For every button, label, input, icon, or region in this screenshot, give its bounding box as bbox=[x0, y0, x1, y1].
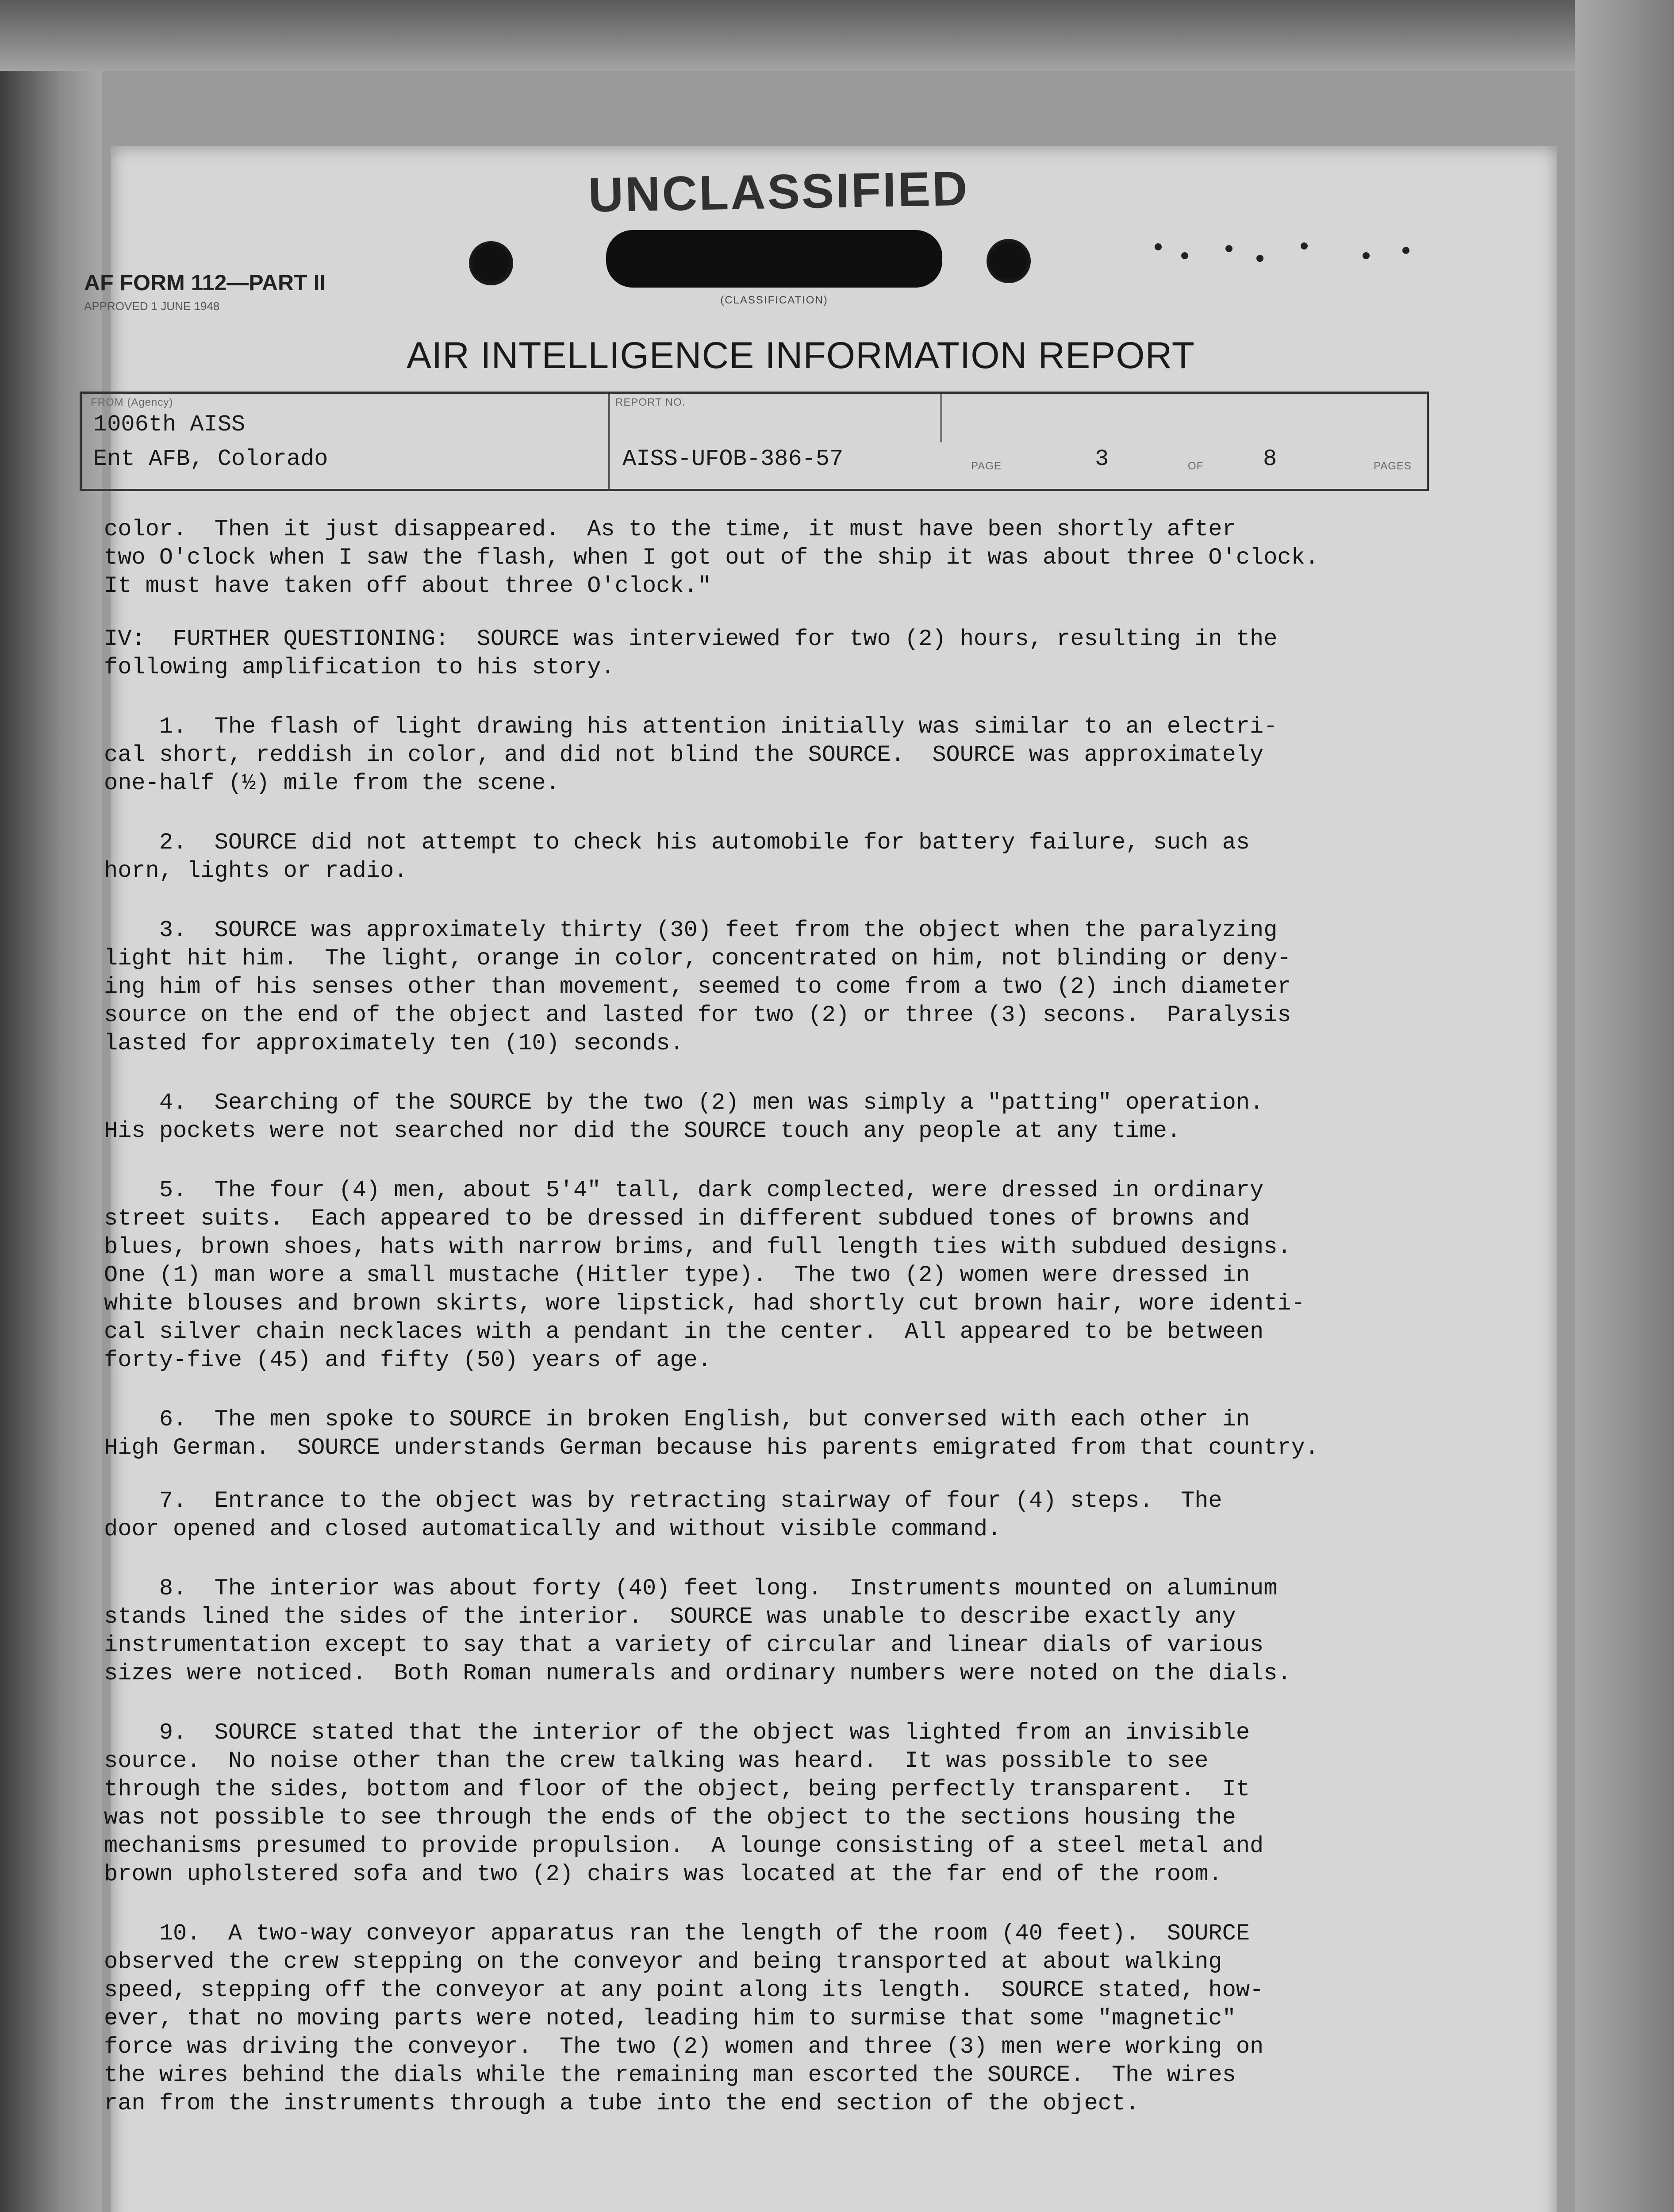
paragraph-6: 6. The men spoke to SOURCE in broken English, but conversed with each other in High German. SOURCE understands German because his parents emigrated from that country. bbox=[104, 1406, 1319, 1461]
paragraph-9: 9. SOURCE stated that the interior of the object was lighted from an invisible source. No noise other than the crew talking was heard. It was possible to see through the sides, bottom and floor of the object, being perfectly transparent. It was not possible to see through the ends of the object to the sections housing the mechanisms presumed to provide propulsion. A lounge consisting of a steel metal and brown upholstered sofa and two (2) chairs was located at the far end of the room. bbox=[104, 1720, 1264, 1887]
report-header-box bbox=[80, 392, 1429, 491]
page-number: 3 bbox=[1095, 446, 1109, 472]
punch-hole-right bbox=[987, 239, 1031, 283]
report-body bbox=[104, 515, 1493, 2118]
page-label: PAGE bbox=[971, 460, 1002, 472]
paragraph-2: 2. SOURCE did not attempt to check his automobile for battery failure, such as horn, lights or radio. bbox=[104, 830, 1250, 884]
of-label: OF bbox=[1188, 460, 1204, 472]
paragraph-4: 4. Searching of the SOURCE by the two (2) men was simply a "patting" operation. His pockets were not searched nor did the SOURCE touch any people at any time. bbox=[104, 1090, 1264, 1144]
scan-specks bbox=[1155, 239, 1438, 265]
from-label: FROM (Agency) bbox=[91, 396, 173, 408]
page-total: 8 bbox=[1263, 446, 1277, 472]
paragraph-continuation: color. Then it just disappeared. As to the time, it must have been shortly after two O'clock when I saw the flash, when I got out of the ship it was about three O'clock. It must have taken off about three O'clock." bbox=[104, 516, 1319, 599]
scan-edge-top bbox=[0, 0, 1674, 71]
header-divider-secondary bbox=[940, 394, 942, 442]
report-no-label: REPORT NO. bbox=[615, 396, 686, 408]
punch-hole-left bbox=[469, 241, 513, 285]
pages-label: PAGES bbox=[1374, 460, 1412, 472]
paragraph-3: 3. SOURCE was approximately thirty (30) feet from the object when the paralyzing light hit him. The light, orange in color, concentrated on him, not blinding or deny- ing him of his senses other than movement, seemed to come from a two (2) inch diameter source on the end of the object and lasted for two (2) or three (3) secons. Paralysis lasted for approximately ten (10) seconds. bbox=[104, 917, 1291, 1056]
scan-edge-right bbox=[1575, 0, 1674, 2212]
paragraph-1: 1. The flash of light drawing his attention initially was similar to an electri- cal short, reddish in color, and did not blind the SOURCE. SOURCE was approximately one-half (½) mile from the scene. bbox=[104, 714, 1278, 796]
from-line-1: 1006th AISS bbox=[93, 411, 246, 438]
report-title: AIR INTELLIGENCE INFORMATION REPORT bbox=[406, 334, 1195, 376]
report-no: AISS-UFOB-386-57 bbox=[622, 446, 844, 472]
from-line-2: Ent AFB, Colorado bbox=[93, 446, 328, 472]
paragraph-further-questioning: IV: FURTHER QUESTIONING: SOURCE was interviewed for two (2) hours, resulting in the following amplification to his story. bbox=[104, 626, 1278, 680]
paragraph-10: 10. A two-way conveyor apparatus ran the length of the room (40 feet). SOURCE observed the crew stepping on the conveyor and being transported at about walking speed, stepping off the conveyor at any point along its length. SOURCE stated, how- ever, that no moving parts were noted, leading him to surmise that some "magnetic" force was driving the conveyor. The two (2) women and three (3) men were working on the wires behind the dials while the remaining man escorted the SOURCE. The wires ran from the instruments through a tube into the end section of the object. bbox=[104, 1920, 1264, 2116]
paragraph-8: 8. The interior was about forty (40) feet long. Instruments mounted on aluminum stands lined the sides of the interior. SOURCE was unable to describe exactly any instrumentation except to say that a variety of circular and linear dials of various sizes were noticed. Both Roman numerals and ordinary numbers were noted on the dials. bbox=[104, 1575, 1291, 1686]
header-divider bbox=[608, 394, 610, 489]
classification-label-top: (CLASSIFICATION) bbox=[720, 294, 828, 306]
paragraph-7: 7. Entrance to the object was by retracting stairway of four (4) steps. The door opened and closed automatically and without visible command. bbox=[104, 1488, 1222, 1542]
classification-stamp-top: UNCLASSIFIED bbox=[587, 161, 970, 223]
scan-edge-left bbox=[0, 0, 102, 2212]
paragraph-5: 5. The four (4) men, about 5'4" tall, dark complected, were dressed in ordinary street suits. Each appeared to be dressed in different subdued tones of browns and blues, brown shoes, hats with narrow brims, and full length ties with subdued designs. One (1) man wore a small mustache (Hitler type). The two (2) women were dressed in white blouses and brown skirts, wore lipstick, had shortly cut brown hair, wore identi- cal silver chain necklaces with a pendant in the center. All appeared to be between forty-five (45) and fifty (50) years of age. bbox=[104, 1177, 1305, 1373]
form-id: AF FORM 112—PART II bbox=[84, 270, 326, 295]
form-approved-date: APPROVED 1 JUNE 1948 bbox=[84, 300, 220, 313]
redaction-bar-top bbox=[606, 230, 942, 288]
